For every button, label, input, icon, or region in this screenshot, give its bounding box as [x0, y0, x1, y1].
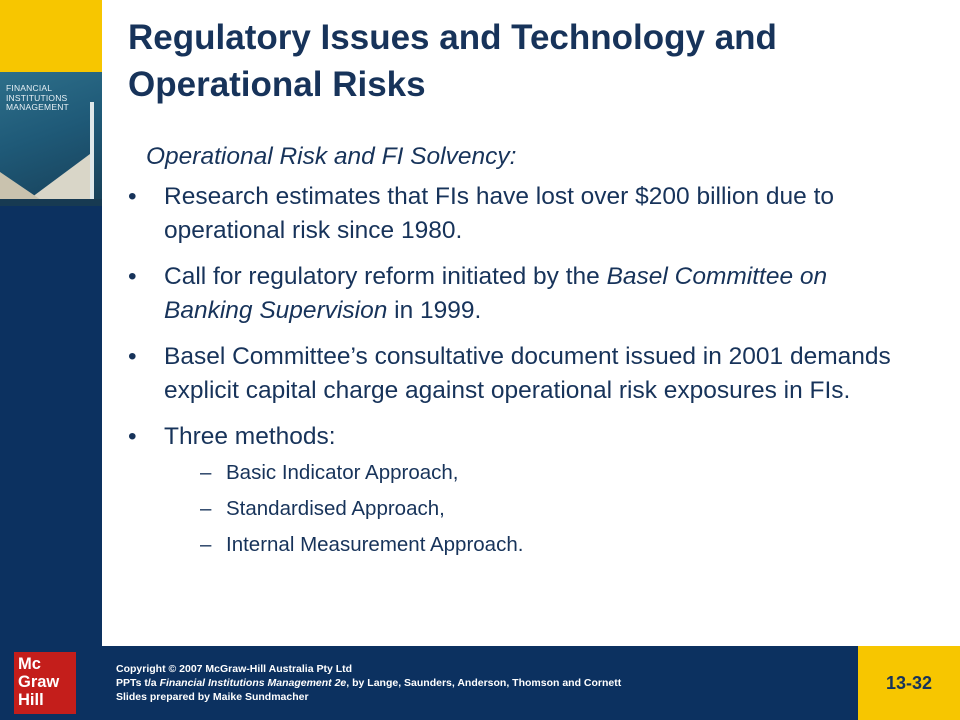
corner-accent — [0, 0, 102, 72]
bullet-item: • Basel Committee’s consultative document issued in 2001 demands explicit capital charge against operational risk exposures in FIs. — [128, 340, 918, 408]
book-cover-title: FINANCIAL INSTITUTIONS MANAGEMENT — [6, 83, 69, 112]
dash-icon: – — [200, 533, 212, 556]
dash-icon: – — [200, 497, 212, 520]
dash-icon: – — [200, 461, 212, 484]
slide-subtitle: Operational Risk and FI Solvency: — [146, 143, 517, 170]
bullet-icon: • — [128, 423, 137, 450]
book-cover-image — [0, 72, 102, 206]
publisher-logo-area — [0, 646, 102, 720]
mcgraw-hill-logo: Mc Graw Hill — [14, 652, 76, 714]
bullet-icon: • — [128, 343, 137, 370]
bullet-item: • Research estimates that FIs have lost over $200 billion due to operational risk since 1980. — [128, 180, 918, 248]
bullet-icon: • — [128, 183, 137, 210]
footer-bar — [102, 646, 858, 720]
sub-item: – Standardised Approach, — [200, 497, 445, 520]
slide-title: Regulatory Issues and Technology and Operational Risks — [128, 18, 777, 104]
sub-list — [164, 460, 918, 557]
book-cover-spine — [90, 102, 94, 206]
slide-number: 13-32 — [858, 646, 960, 720]
bullet-list — [128, 180, 918, 568]
sub-item: – Internal Measurement Approach. — [200, 533, 524, 556]
bullet-item: • Three methods: – Basic Indicator Approach, – Standardised Approach, – Internal Measurement Approach. — [128, 420, 918, 557]
sub-item: – Basic Indicator Approach, — [200, 461, 459, 484]
bullet-icon: • — [128, 263, 137, 290]
bullet-item: • Call for regulatory reform initiated by the Basel Committee on Banking Supervision in 1999. — [128, 260, 918, 328]
basel-committee-emphasis: Basel Committee on Banking Supervision — [164, 263, 828, 324]
copyright-text: Copyright © 2007 McGraw-Hill Australia Pty Ltd PPTs t/a Financial Institutions Management 2e, by Lange, Saunders, Anderson, Thomson and Cornett Slides prepared by Maike Sundmacher — [116, 663, 622, 703]
book-cover-strip — [0, 199, 102, 206]
